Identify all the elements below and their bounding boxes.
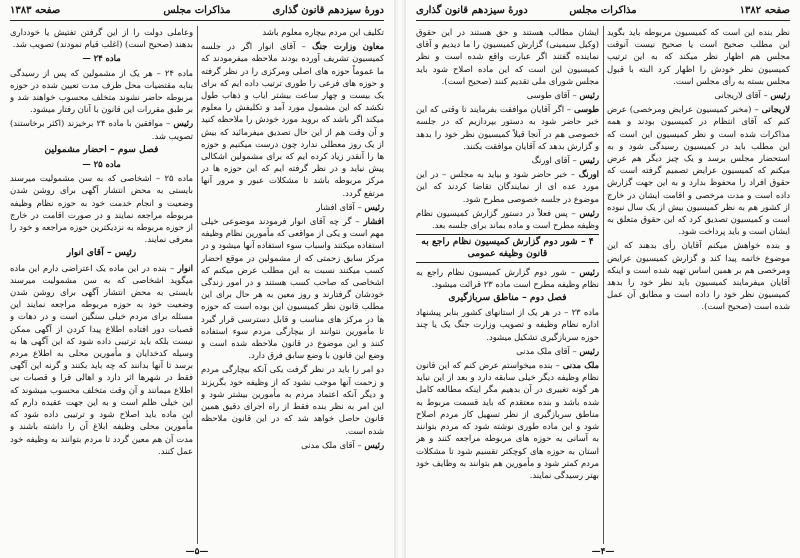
speaker-paragraph (607, 103, 790, 237)
text-column-left (10, 26, 193, 544)
speech-text: – آقای انوار اگر در جلسه کمیسیون تشریف آورده بودند ملاحظه میفرمودند که ما عموماً حوزه های اصلی ومرکزی را در نظر گرفته و حوزه های فرعی را طوری ترتیب داده ایم که برای یک بیست و چهار ساعت بیشتر ایاب و ذهاب طول نکشد که این مشمول مورد آمد و تکلیفش را معلوم میکند اگر باشد که بروید مورد خودش را ملاحظه کنید و آن وقت هم از این حال تصدیق میفرمائید که بیش از یک روز معطلی ندارد چون درست میکنیم و حوزه ها را آنقدر زیاد کرده ایم که برای مشمولین اشکالی پیش نیاید و در نظر گرفته ایم که این حوزه ها در مرکز مربوطه باشد تا مشکلات عبور و مرور آنها مرتفع گردد. (201, 41, 384, 198)
centered-heading: رئیس – آقای انوار (66, 247, 137, 259)
speech-text: – (مخبر کمیسیون عرایض ومرخصی) عرض کنم که آقای انتظام در کمیسیون بودند و همه مذاکرات شده است و نظر کمیسیون این است که این مطلب باید در کمیسیون رسیدگی شود و به استحضار مجلس برسد و یک چیز دیگر هم عرض میکنم که کمیسیون عرایض تصمیم گرفته است که حقوق افراد را محفوظ بدارد و به این جهت گزارش داده است و مدت مرخصی و اقامت ایشان در خارج از کشور هم به نظر کمیسیون بیش از یک سال نبوده است و کمیسیون تصدیق کرد که این حقوق متعلق به ایشان است و باید پرداخت شود. (607, 104, 790, 237)
speech-text: – موافقین با ماده ۲۴ برخیزند (اکثر برخاستند) تصویب شد. (10, 118, 193, 141)
speech-text: – آقای ملک مدنی (301, 439, 362, 450)
speaker-paragraph (416, 168, 599, 205)
body-paragraph: تکلیف این مردم بیچاره معلوم باشد (262, 27, 384, 37)
left-page (0, 0, 394, 558)
article-marker: ماده ۲۵ — (82, 159, 121, 170)
speaker-name: ملک مدنی (562, 360, 599, 371)
speaker-name: رئیس (770, 90, 790, 101)
book-gutter (394, 0, 406, 558)
speaker-name: افشار (363, 216, 384, 227)
speaker-paragraph (416, 89, 599, 101)
speaker-paragraph (607, 89, 790, 101)
speaker-paragraph (201, 201, 384, 213)
page-folio: —۴— (591, 547, 615, 557)
speaker-paragraph (416, 103, 599, 152)
section-heading: ۴ – شور دوم گزارش کمیسیون نظام راجع به قانون وظیفه عمومی (416, 234, 599, 262)
right-page (406, 0, 800, 558)
speaker-paragraph (10, 117, 193, 141)
speaker-name: لاریجانی (761, 104, 790, 115)
body-paragraph: و بنده خواهش میکنم آقایان رأی بدهند که این موضوع خاتمه پیدا کند و گزارش کمیسیون عرایض ومرخصی هم بر همین اساس تهیه شده است و اینکه آقایان میفرمایند کمیسیون باید نظر خود را بدهد کمیسیون نظر خود را داده است و مطابق آن عمل شده است (صحیح است). (607, 240, 790, 312)
header-page-number: صفحه ۱۳۸۳ (10, 5, 61, 16)
speaker-name: رئیس (579, 90, 599, 101)
column-divider (197, 26, 198, 544)
speech-text: – آقای ملک مدنی (516, 345, 577, 356)
centered-heading: فصل سوم – احضار مشمولین (44, 143, 159, 155)
speaker-paragraph (201, 439, 384, 451)
speech-text: – بنده در این ماده یک اعتراضی دارم این ماده میگوید اشخاصی که به سن مشمولیت میرسند بایستی به محض انتشار آگهی برای روشن شدن وضعیت خود به حوزه مربوطه مراجعه نمایند این مسئله برای مردم خیلی سنگین است و در دهات و قصبات دور افتاده اطلاع پیدا کردن از آگهی ممکن نیست بلکه باید ترتیبی داده شود که این آگهی ها به وسیله کدخدایان و مأمورین محلی به اطلاع مردم برسد تا آنها بدانند که چه باید بکنند و گرنه این آگهی فقط در شهرها اثر دارد و اهالی قرا و قصبات بی اطلاع میمانند و آن وقت متخلف محسوب میشوند که این خیلی ظلم است و به این جهت عقیده دارم که این ماده باید اصلاح شود و ترتیبی داده شود که مأمورین محلی وظیفه ابلاغ آن را داشته باشند و مدت آن هم معین گردد تا مردم بتوانند به وظیفه خود عمل کنند. (10, 262, 193, 456)
speech-text: – بنده میخواستم عرض کنم که این قانون نظام وظیفه دیگر خیلی سابقه دارد و بعد از این نباید هر گونه تغییری در آن بدهیم مگر اینکه مطالعه کامل شده باشد و بنده معتقدم که باید قسمت مربوط به مناطق سربازگیری از نظر تسهیل کار مردم اصلاح شود و این ماده طوری نوشته شود که مردم بتوانند به آسانی به حوزه های مربوطه مراجعه کنند و هر استان به حوزه های کوچکتر تقسیم شود تا مشکلات مردم کمتر شود و مأمورین هم بتوانند به وظایف خود بهتر رسیدگی نمایند. (416, 360, 599, 480)
speech-text: – پس فعلاً در دستور گزارش کمیسیون نظام وظیفه مطرح است و ماده بماند برای جلسه بعد. (416, 207, 599, 231)
text-column-right (201, 26, 384, 544)
page-folio: —۵— (185, 547, 209, 557)
speaker-name: رئیس (579, 207, 599, 218)
speech-text: – گر چه آقای انوار فرمودند موضوعی خیلی مهم است و یکی از مواقعی که مأمورین نظام وظیفه استفاده میکنند واسباب سوء استفاده آنها میشود و در مرکز سابق زحمتی که از مشمولین در موقع احضار کسب میکنند نسبت به این مطلب عرض میکنم که اشخاصی که صاحب کسب هستند و در امور زندگی خودشان گرفتارند و روز معین به هر حال برای این مطلب قانون نظر کمیسیون این بوده است که حوزه ها در مرکز های مناسب و قابل دسترسی قرار گیرد تا مأمورین نتوانند از بیچارگی مردم سوء استفاده کنند و این موضوع در قانون ملاحظه شده است و وضع این قانون با وضع سابق فرق دارد. (201, 216, 384, 361)
centered-heading: فصل دوم – مناطق سربازگیری (448, 292, 567, 304)
body-paragraph: ماده ۲۴ – هر یک از مشمولین که پس از رسیدگی بنابه مقتضیات محل ظرف مدت تعیین شده در حوزه مربوطه حاضر نشوند متخلف محسوب خواهند شد و بر طبق مقررات این قانون با آنان رفتار میشود. (10, 67, 193, 115)
column-divider (603, 26, 604, 544)
speaker-paragraph (201, 40, 384, 199)
body-paragraph: ماده ۲۳ – در هر یک از استانهای کشور بنابر پیشنهاد اداره نظام وظیفه و تصویب وزارت جنگ یک یا چند حوزه سربازگیری تشکیل میشود. (416, 307, 599, 342)
speaker-paragraph (201, 215, 384, 361)
body-paragraph: نظر بنده این است که کمیسیون مربوطه باید بگوید این مطلب صحیح است یا صحیح نیست آنوقت مجلس هم اظهار نظر میکند که به این ترتیب کمیسیون نظر خودش را اظهار کرد البته با قبول مجلس بسته به رأی مجلس است. (607, 27, 790, 86)
speech-text: – شور دوم گزارش کمیسیون نظام راجع به نظام وظیفه مطرح است ماده ۲۳ قرائت میشود. (416, 266, 599, 289)
body-paragraph: دو امر را باید در نظر گرفت یکی آنکه بیچارگی مردم و زحمت آنها موجب نشود که از وظیفه خود بگریزند و دیگر آنکه اعتماد مردم به مأمورین بیشتر شود و این امر به نظر بنده فقط از راه اجرای دقیق همین قانون حاصل خواهد شد که در این قانون ملاحظه شده است. (201, 364, 384, 436)
text-column-left (416, 26, 599, 544)
speaker-name: رئیس (364, 201, 384, 212)
article-marker: ماده ۲۴ — (82, 53, 121, 64)
header-title: مذاکرات مجلس (163, 5, 231, 16)
speaker-name: معاون وزارت جنگ (312, 41, 384, 52)
speech-text: – آقای اورنگ (531, 155, 577, 166)
speech-text: – آقای افشار (316, 201, 362, 212)
speaker-name: رئیس (579, 155, 599, 166)
speech-text: – آقای طوسی (526, 90, 577, 101)
body-paragraph: وعاملی دولت را از این گرفتن تفتیش یا خودداری بدهند (صحیح است) (اغلب قیام نمودند) تصویب شد. (10, 27, 193, 50)
header-session: دورهٔ سیزدهم قانون گذاری (416, 5, 528, 16)
speaker-paragraph (416, 266, 599, 290)
header-page-number: صفحه ۱۳۸۲ (739, 5, 790, 16)
speaker-paragraph (416, 207, 599, 231)
body-paragraph: ایشان مطالب هستند و حق هستند در این حقوق (وکیل سیمینی) گزارش کمیسیون را ما دیدیم و آقای نماینده گفتند اگر عبارت واقع شده است و نظر کمیسیون این است که این ماده اصلاح شود باید مجلس شورای ملی تقدیم کنند (صحیح است). (416, 27, 599, 86)
speaker-name: طوسی (574, 104, 599, 115)
speaker-paragraph (416, 154, 599, 166)
speaker-paragraph (416, 359, 599, 481)
speech-text: – آقای لاریجانی (714, 90, 768, 101)
speaker-name: رئیس (173, 118, 193, 129)
speech-text: – خبر حاضر شود و بیاید به مجلس – در این مورد عده ای از نمایندگان تقاضا کردند که این موضوع در جلسه خصوصی مطرح شود. (416, 169, 599, 204)
header-title: مذاکرات مجلس (569, 5, 637, 16)
speaker-name: اورنگ (578, 169, 599, 180)
speaker-name: رئیس (364, 439, 384, 450)
speaker-name: رئیس (579, 266, 599, 277)
speaker-name: رئیس (579, 345, 599, 356)
header-session: دورهٔ سیزدهم قانون گذاری (272, 5, 384, 16)
speaker-name: انوار (177, 262, 193, 273)
speaker-paragraph (10, 262, 193, 457)
speaker-paragraph (416, 345, 599, 357)
speech-text: – اگر آقایان موافقت بفرمایند تا وقتی که این خبر حاضر شود به دستور بپردازیم که در جلسه خصوصی هم در آنجا قبلاً کمیسیون نظر خود را بدهد و گزارش بدهد که آقایان موافقت بکنند. (416, 104, 599, 151)
text-column-right (607, 26, 790, 544)
page-header (10, 4, 384, 21)
page-header (416, 4, 790, 21)
body-paragraph: ماده ۲۵ – اشخاصی که به سن مشمولیت میرسند بایستی به محض انتشار آگهی برای روشن شدن وضعیت و انجام خدمت خود به حوزه نظام وظیفه مربوطه مراجعه نمایند و در صورت اقامت در خارج از حوزه مربوطه به نزدیکترین حوزه مراجعه و خود را معرفی نمایند. (10, 173, 193, 245)
